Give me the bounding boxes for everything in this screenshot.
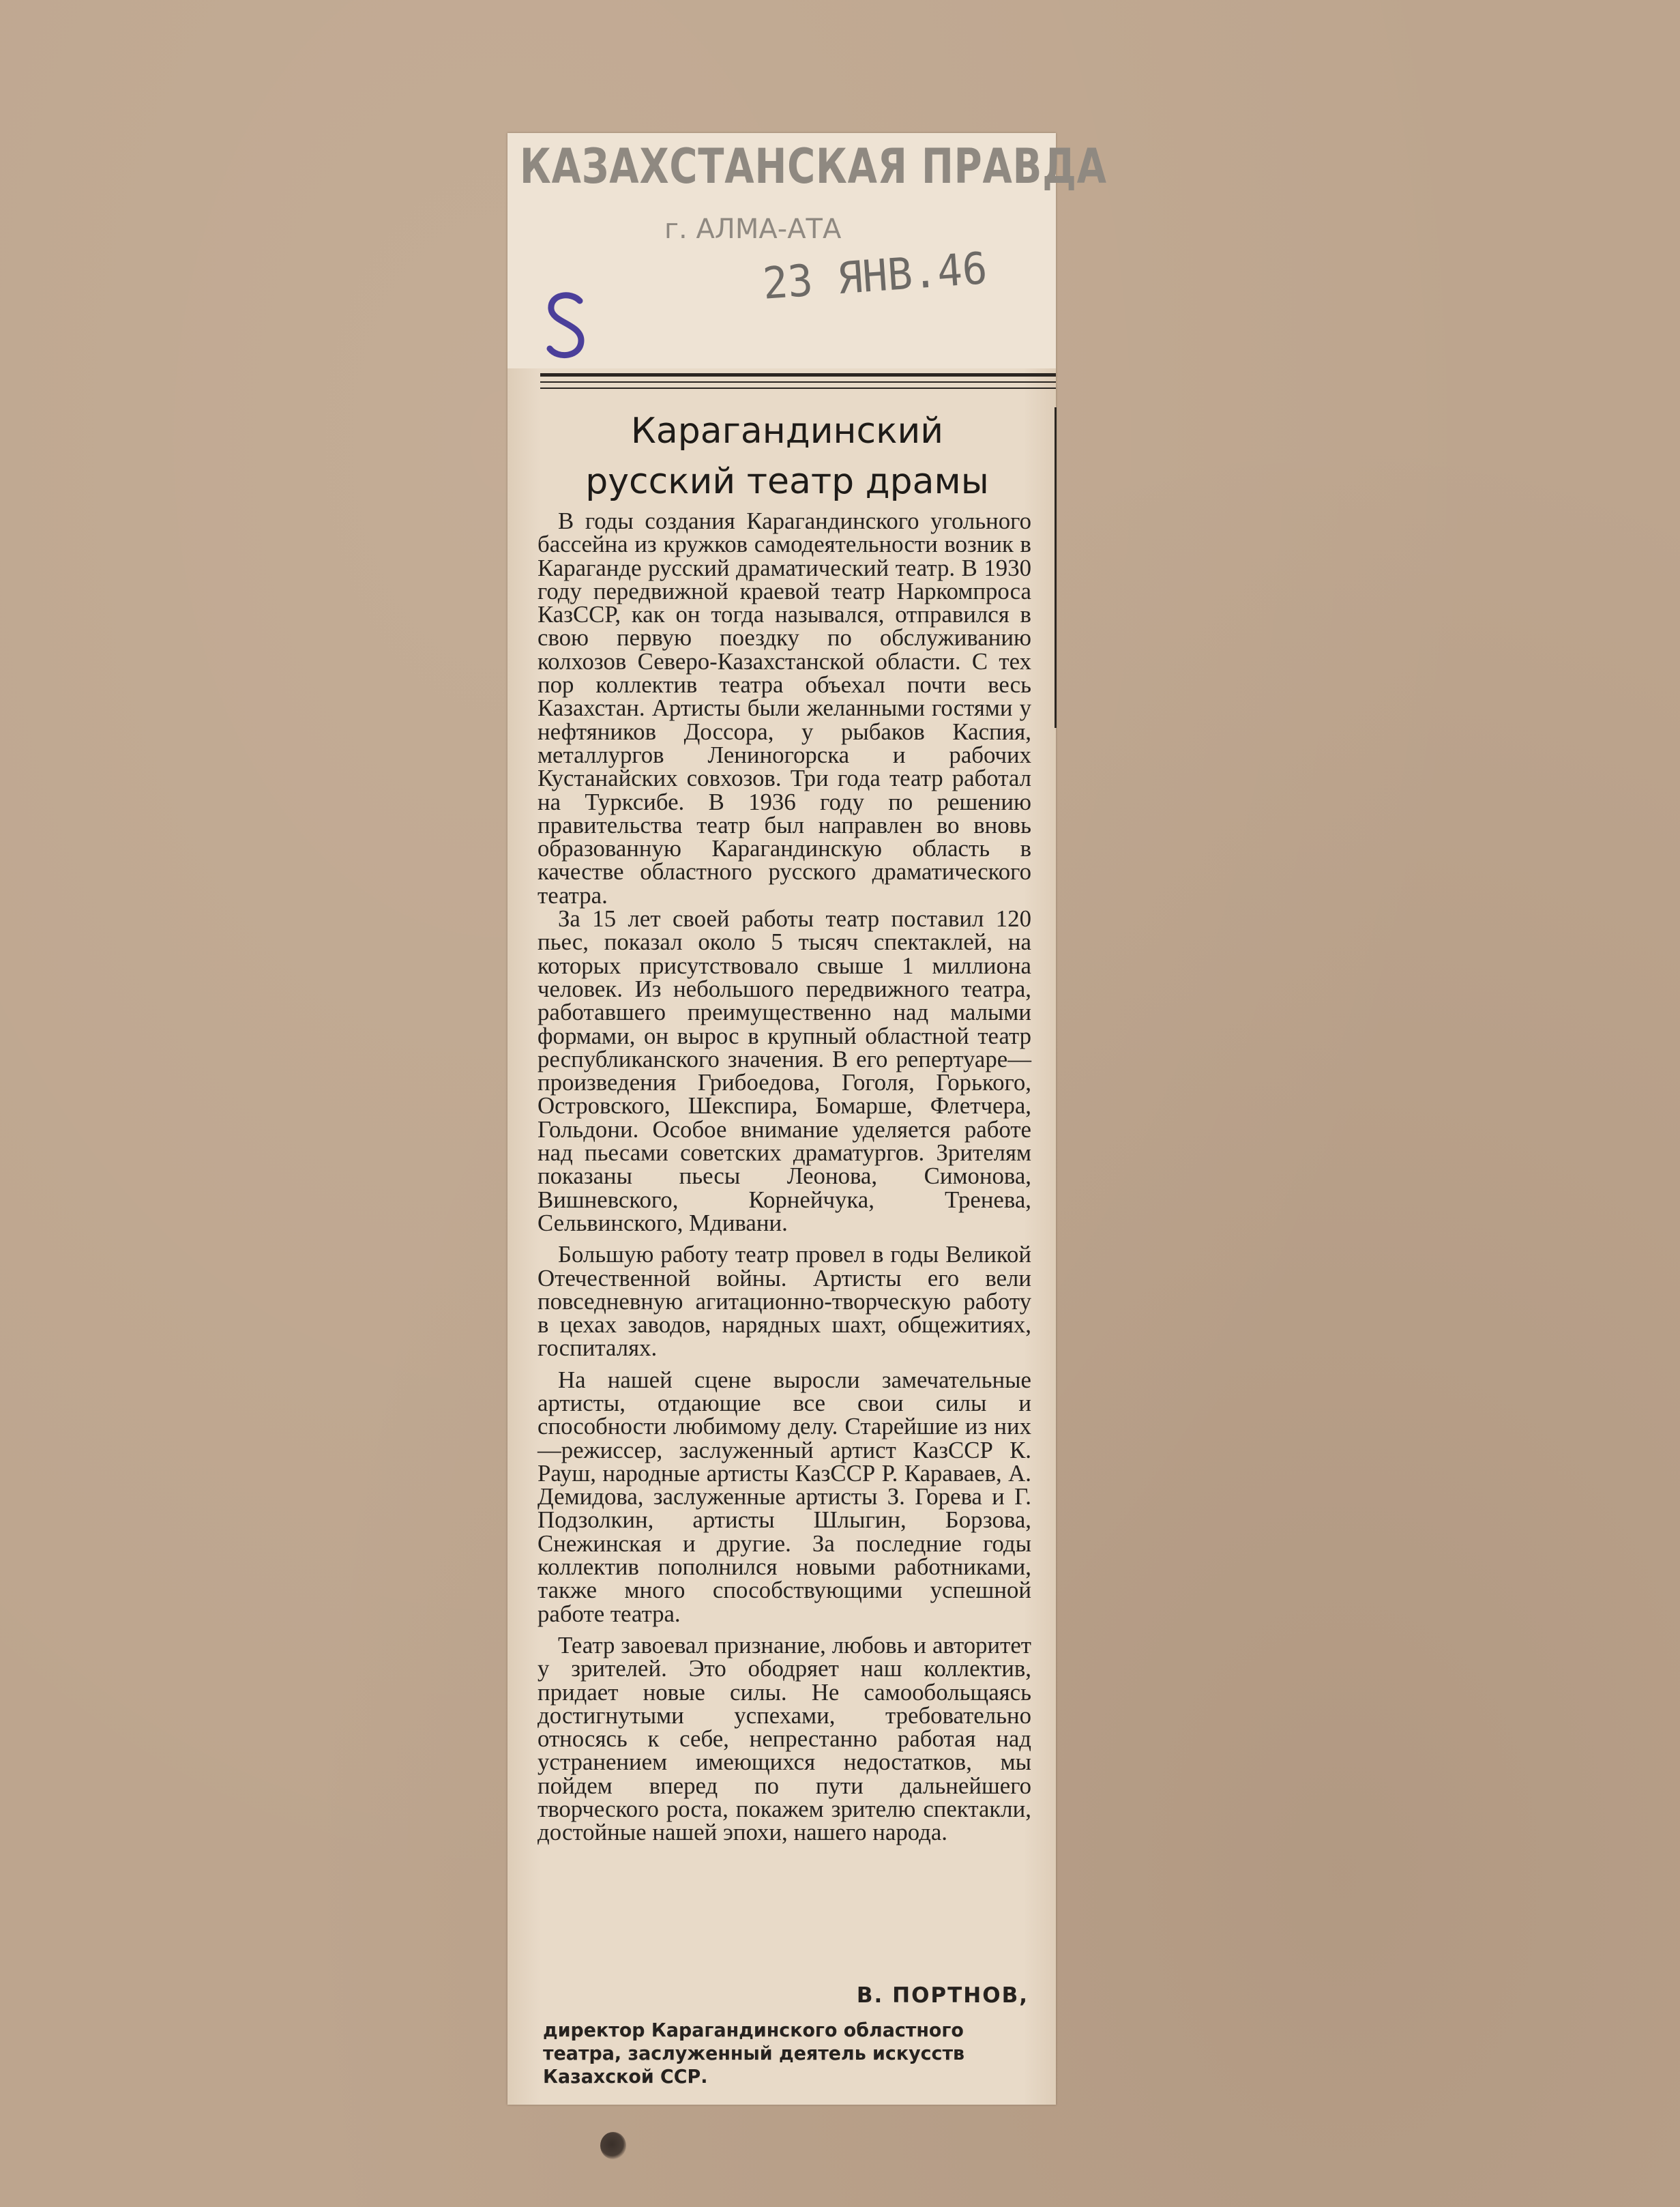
article-paragraph-3: Большую работу театр провел в годы Великой Отечественной войны. Артисты его вели повседневную агитационно-творческую работу в цехах заводов, нарядных шахт, общежитиях, госпиталях.	[537, 1241, 1031, 1362]
header-rule-thin-2	[540, 388, 1056, 389]
author-title-line-1: директор Карагандинского областного	[543, 2019, 964, 2041]
archive-mark-s-icon	[540, 289, 595, 364]
article-paragraph-2: За 15 лет своей работы театр поставил 120 пьес, показал около 5 тысяч спектаклей, на которых присутствовало свыше 1 миллиона человек. Из небольшого передвижного театра, работавшего преимущественно над малыми формами, он вырос в крупный областной театр республиканского значения. В его репертуаре—произведения Грибоедова, Гоголя, Горького, Островского, Шекспира, Бомарше, Флетчера, Гольдони. Особое внимание уделяется работе над пьесами советских драматургов. Зрителям показаны пьесы Леонова, Симонова, Вишневского, Корнейчука, Тренева, Сельвинского, Мдивани.	[537, 905, 1031, 1236]
author-name: В. ПОРТНОВ,	[856, 1983, 1029, 2008]
author-title	[543, 2019, 1014, 2088]
date-stamp: 23 ЯНВ.46	[761, 244, 989, 310]
header-rule-thin	[540, 381, 1056, 383]
headline-line-1: Карагандинский	[630, 411, 944, 452]
article-body	[537, 510, 1031, 1845]
ink-blot	[600, 2132, 626, 2159]
city-stamp: г. АЛМА-АТА	[664, 214, 842, 245]
newspaper-clipping	[507, 133, 1107, 2105]
article-headline	[521, 406, 1053, 507]
author-title-line-2: театра, заслуженный деятель искусств	[543, 2042, 965, 2064]
newspaper-name-stamp: КАЗАХСТАНСКАЯ ПРАВДА	[520, 138, 1107, 194]
header-rule-thick	[540, 373, 1056, 377]
author-title-line-3: Казахской ССР.	[543, 2065, 708, 2088]
article-paragraph-1: В годы создания Карагандинского угольного бассейна из кружков самодеятельности возник в Караганде русский драматический театр. В 1930 году передвижной краевой театр Наркомпроса КазССР, как он тогда назывался, отправился в свою первую поездку по обслуживанию колхозов Северо-Казахстанской области. С тех пор коллектив театра объехал почти весь Казахстан. Артисты были желанными гостями у нефтяников Доссора, у рыбаков Каспия, металлургов Лениногорска и рабочих Кустанайских совхозов. Три года театр работал на Турксибе. В 1936 году по решению правительства театр был направлен во вновь образованную Карагандинскую область в качестве областного русского драматического театра.	[537, 508, 1031, 909]
headline-line-2: русский театр драмы	[585, 461, 989, 502]
article-paragraph-4: На нашей сцене выросли замечательные артисты, отдающие все свои силы и способности любимому делу. Старейшие из них—режиссер, заслуженный артист КазССР К. Рауш, народные артисты КазССР Р. Караваев, А. Демидова, заслуженные артисты З. Горева и Г. Подзолкин, артисты Шлыгин, Борзова, Снежинская и другие. За последние годы коллектив пополнился новыми работниками, также много способствующими успешной работе театра.	[537, 1366, 1031, 1627]
column-rule	[1055, 407, 1057, 728]
article-paragraph-5: Театр завоевал признание, любовь и авторитет у зрителей. Это ободряет наш коллектив, придает новые силы. Не самообольщаясь достигнутыми успехами, требовательно относясь к себе, непрестанно работая над устранением имеющихся недостатков, мы пойдем вперед по пути дальнейшего творческого роста, покажем зрителю спектакли, достойные нашей эпохи, нашего народа.	[537, 1631, 1031, 1846]
newspaper-stamp-area	[507, 133, 1107, 368]
